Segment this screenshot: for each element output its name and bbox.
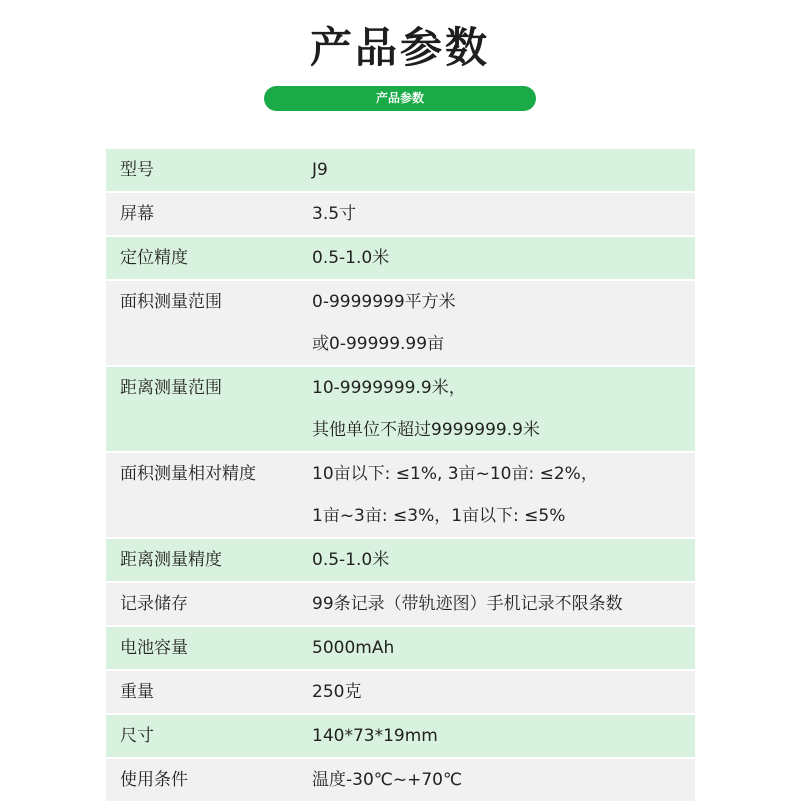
spec-row	[106, 281, 695, 367]
spec-row	[106, 193, 695, 237]
spec-value-group	[312, 539, 695, 581]
spec-label: 面积测量相对精度	[120, 464, 256, 484]
spec-label: 重量	[120, 682, 154, 702]
spec-label: 面积测量范围	[120, 292, 222, 312]
spec-value: 3.5寸	[312, 204, 357, 224]
spec-value-group	[312, 193, 695, 235]
spec-value-group	[312, 671, 695, 713]
spec-label: 定位精度	[120, 248, 188, 268]
spec-label: 记录储存	[120, 594, 188, 614]
spec-label: 电池容量	[120, 638, 188, 658]
spec-label: 使用条件	[120, 770, 188, 790]
spec-row	[106, 367, 695, 453]
spec-value: 10亩以下: ≤1%, 3亩~10亩: ≤2%，	[312, 464, 598, 484]
spec-value-group	[312, 281, 695, 365]
spec-value-group	[312, 627, 695, 669]
spec-value-group	[312, 367, 695, 451]
spec-row	[106, 453, 695, 539]
spec-value: 1亩~3亩: ≤3%，1亩以下: ≤5%	[312, 506, 566, 526]
spec-value-group	[312, 759, 695, 801]
spec-value: 5000mAh	[312, 638, 395, 658]
spec-value: 其他单位不超过9999999.9米	[312, 420, 540, 440]
spec-table	[106, 149, 695, 803]
spec-value-group	[312, 583, 695, 625]
spec-value: 99条记录（带轨迹图）手机记录不限条数	[312, 594, 623, 614]
spec-value: 或0-99999.99亩	[312, 334, 445, 354]
spec-row	[106, 671, 695, 715]
spec-value-group	[312, 715, 695, 757]
page-title: 产品参数	[309, 23, 490, 72]
spec-label: 型号	[120, 160, 154, 180]
spec-value: J9	[312, 160, 328, 180]
spec-row	[106, 237, 695, 281]
spec-value-group	[312, 149, 695, 191]
spec-label: 距离测量范围	[120, 378, 222, 398]
spec-value: 10-9999999.9米，	[312, 378, 466, 398]
spec-value-group	[312, 453, 695, 537]
spec-row	[106, 539, 695, 583]
spec-value: 温度-30℃~+70℃	[312, 770, 463, 790]
spec-label: 距离测量精度	[120, 550, 222, 570]
spec-value: 250克	[312, 682, 362, 702]
section-title-badge: 产品参数	[264, 86, 536, 111]
spec-value: 0-9999999平方米	[312, 292, 456, 312]
spec-label: 尺寸	[120, 726, 154, 746]
spec-row	[106, 149, 695, 193]
spec-value: 0.5-1.0米	[312, 550, 390, 570]
spec-row	[106, 759, 695, 803]
spec-row	[106, 627, 695, 671]
spec-label: 屏幕	[120, 204, 154, 224]
spec-row	[106, 715, 695, 759]
spec-row	[106, 583, 695, 627]
spec-value-group	[312, 237, 695, 279]
spec-value: 0.5-1.0米	[312, 248, 390, 268]
spec-value: 140*73*19mm	[312, 726, 438, 746]
